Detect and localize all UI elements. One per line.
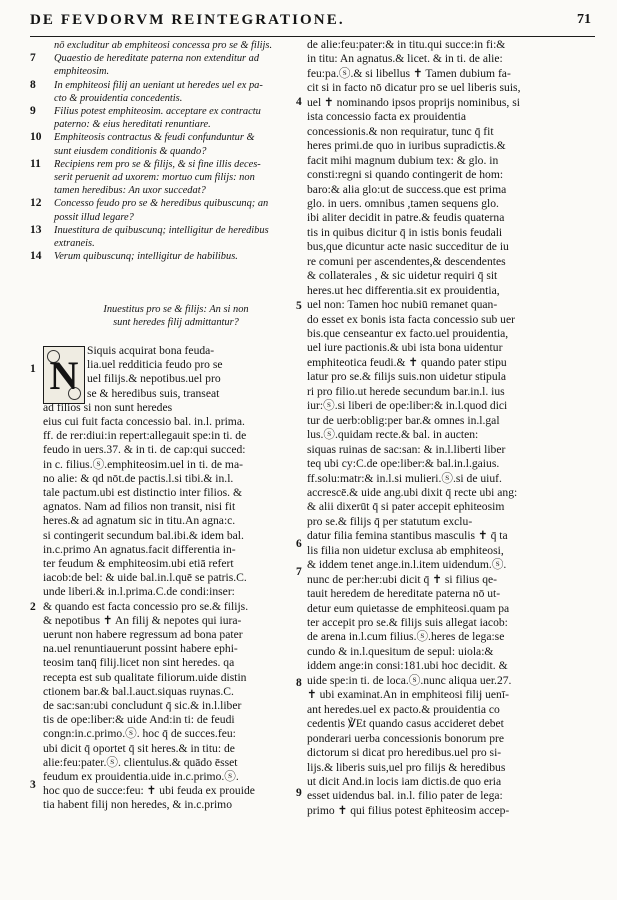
text-line: consti:regni si quando contingerit de hom: [307,168,504,182]
text-line: ant heredes.uel ex pacto.& prouidentia co [307,702,500,716]
text-line: tia habent filij non heredes, & in.c.primo [43,798,232,812]
text-line: ff.solu:matr:& in.l.si mulieri.ⓢ.si de uiuf. [307,471,502,485]
text-line: ponderari uerba concessionis bonorum pre [307,731,505,745]
summary-number: 12 [30,197,42,210]
summary-number: 14 [30,250,42,263]
text-line: unde liberi.& in.l.prima.C.de condi:inser: [43,585,235,599]
summary-number: 7 [30,52,36,65]
summary-item [28,52,300,78]
text-line: bis.que censeantur ex facto.uel prouidentia, [307,327,509,340]
text-line: re comuni per ascendentes,& descendentes [307,254,506,268]
text-line: iacob:de bel: & uide bal.in.l.quē se patris.C. [43,571,247,585]
summary-item [28,250,300,263]
text-line: tis de ope:liber:& uide And:in ti: de feudi [43,713,235,727]
text-line: ubi dicit q̄ oportet q̄ sit heres.& in titu: de [43,741,235,755]
text-line: recepta est sub qualitate filiorum.uide distin [43,670,247,684]
summary-line: In emphiteosi filij an ueniant ut heredes uel ex pa- [54,79,263,91]
summary-number: 13 [30,223,42,236]
summary-number: 11 [30,157,41,170]
text-line: uide spe:in ti. de loca.ⓢ.nunc aliqua uer.27. [307,673,512,687]
text-line: si contingerit secundum bal.ibi.& idem bal. [43,528,244,542]
text-line: de alie:feu:pater:& in titu.qui succe:in fi:& [307,38,506,51]
text-line: ff. de rer:diui:in repert:allegauit spe:in ti. de [43,429,247,443]
margin-number: 3 [30,779,36,791]
running-title: DE FEVDORVM REINTEGRATIONE. [30,12,345,28]
text-line: & quando est facta concessio pro se.& filijs. [43,599,249,613]
text-line: ter feudum & emphiteosim.ubi etiā refert [43,557,234,570]
text-line: in titu: An agnatus.& licet. & in ti. de alie: [307,52,503,66]
text-line: teq ubi cy:C.de ope:liber:& bal.in.l.gaius. [307,457,500,471]
summary-item [28,131,300,157]
text-line: ✝ ubi examinat.An in emphiteosi filij uenī- [307,688,509,702]
summary-line: Recipiens rem pro se & filijs, & si fine illis deces- [54,158,261,170]
text-line: de arena in.l.cum filius.ⓢ.heres de lega:se [307,630,505,644]
decorated-initial [43,346,85,404]
text-line: no alie: & qd nōt.de pactis.l.si tibi.& in.l. [43,471,234,485]
text-line: facit mihi magnum dubium tex: & glo. in [307,153,499,167]
text-line: glo. in uers. omnibus ,tamen sequens glo. [307,196,499,210]
summary-item [28,224,300,250]
summary-item [28,105,300,131]
text-line: bus,que dicuntur acte nasic succeditur de iu [307,240,509,254]
summary-item [28,158,300,198]
text-line: dictorum si dicat pro heredibus.uel pro si- [307,746,502,760]
text-line: tauit heredem de hereditate paterna nō ut- [307,587,501,601]
summary-item [28,39,300,52]
text-line: uel ✝ nominando ipsos proprijs nominibus, si [307,95,520,109]
text-line: ri pro filio.ut herede secundum bar.in.l. ius [307,384,505,398]
text-line: & collaterales , & sic uidetur requiri q̄ sit [307,269,498,283]
summary-number: 9 [30,105,36,118]
text-line: accrescē.& uide ang.ubi dixit q̄ recte ubi ang: [307,485,518,499]
text-line: & iddem tenet ange.in.l.item uidendum.ⓢ. [307,558,507,572]
summary-line: Concesso feudo pro se & heredibus quibuscunq; an [54,198,269,210]
summary-line: Filius potest emphiteosim. acceptare ex contractu [54,106,261,118]
text-line: baro:& alia glo:ut de success.que est prima [307,182,507,196]
margin-number: 4 [296,96,302,108]
margin-number: 7 [296,566,302,578]
text-line: uel filijs.& nepotibus.uel pro [87,372,221,386]
text-line: pro se.& filijs q̄ per statutum exclu- [307,514,473,528]
text-line: siquas ruinas de sac:san: & in.l.liberti liber [307,442,506,456]
section-heading [56,303,296,330]
summary-line: cto & prouidentia concedentis. [54,92,183,104]
margin-number: 5 [296,300,302,312]
text-line: do esset ex bonis ista facta concessio sub uer [307,312,515,326]
running-head [30,10,595,37]
summary-line: extraneis. [54,238,95,250]
margin-number: 6 [296,538,302,550]
text-line: se & heredibus suis, transeat [87,386,220,400]
text-line: ut dicit And.in locis iam dictis.de quo eria [307,774,502,788]
text-line: Siquis acquirat bona feuda- [87,344,215,357]
text-line: uel iure pactionis.& ubi ista bona uidentur [307,341,503,355]
summary-item [28,79,300,105]
summary-line: Verum quibuscunq; intelligitur de habilibus. [54,251,238,263]
text-line: teosim tanq̄ filij.licet non sint heredes. qa [43,656,235,670]
text-line: esset uidendus bal. in.l. filio pater de lega: [307,789,503,803]
summary-line: Inuestitura de quibuscunq; intelligitur de heredibus [54,224,269,236]
text-line: & nepotibus ✝ An filij & nepotes qui iura- [43,613,242,627]
margin-number: 2 [30,601,36,613]
summary-number: 8 [30,78,36,91]
text-line: primo ✝ qui filius potest ēphiteosim accep- [307,803,510,817]
text-line: iur:ⓢ.si liberi de ope:liber:& in.l.quod dici [307,399,508,413]
text-line: heres.ut hec differentia.sit ex prouidentia, [307,283,500,297]
text-line: na.uel renuntiauerunt possint habere ephi- [43,642,238,656]
text-line: lia.uel redditicia feudo pro se [87,358,223,372]
text-line: uel non: Tamen hoc nubiū remanet quan- [307,298,498,312]
summary-line: nō excluditur ab emphiteosi concessa pro se & filijs. [54,40,273,51]
text-line: iddem ange:in consi:181.ubi hoc decidit. & [307,659,508,673]
text-line: in c. filius.ⓢ.emphiteosim.uel in ti. de ma- [43,457,243,471]
text-line: de sac:san:ubi concludunt q̄ sic.& in.l.liber [43,699,242,712]
summary-line: serit peruenit ad uxorem: mortuo cum filijs: non [54,172,255,184]
text-line: detur eum quietasse de emphiteosi.quam pa [307,601,510,615]
page-number: 71 [577,12,591,27]
text-line: feudo in uers.37. & in ti. de cap:qui succed: [43,443,246,457]
text-line: feu:pa.ⓢ.& si libellus ✝ Tamen dubium fa- [307,66,511,80]
text-line: congn:in.c.primo.ⓢ. hoc q̄ de succes.feu: [43,727,236,741]
text-line: tis in quibus dicitur q̄ in istis bonis feudali [307,225,503,239]
text-line: concessionis.& non requiratur, tunc q̄ fit [307,124,494,138]
text-line: ad filios si non sunt heredes [43,400,173,414]
summary-item [28,197,300,223]
text-line: emphiteotica feudi.& ✝ quando pater stipu [307,355,507,369]
summary-line: possit illud legare? [54,211,134,223]
margin-number: 9 [296,787,302,799]
summary-line: paterno: & eius hereditati renuntiare. [54,119,211,131]
summary-line: sunt eiusdem conditionis & quando? [54,145,207,157]
summary-line: tamen heredibus: An uxor succedat? [54,185,206,197]
section-heading-line: sunt heredes filij admittantur? [113,317,239,329]
text-line: cit si in facto nō dicatur pro se uel liberis suis, [307,81,521,95]
margin-number: 8 [296,677,302,689]
summary-line: Quaestio de hereditate paterna non extenditur ad [54,53,260,65]
text-line: tur de uerb:oblig:per bar.& omnes in.l.gal [307,413,500,427]
text-line: cedentis ℣Et quando casus accideret debet [307,717,504,731]
text-line: heres primi.de quo in iuribus supradictis.& [307,139,506,153]
initial-letter: N [49,352,79,398]
text-line: tale pactum.ubi est distinctio inter filios. & [43,486,242,499]
text-line: uerunt non habere regressum ad bona pater [43,628,243,641]
text-line: lis filia non uidetur exclusa ab emphiteosi, [307,543,504,557]
summary-line: emphiteosim. [54,66,110,78]
text-line: lus.ⓢ.quidam recte.& bal. in aucten: [307,428,479,442]
margin-number: 1 [30,363,36,375]
text-line: alie:feu:pater.ⓢ. clientulus.& quādo ēsset [43,755,238,769]
text-line: ctionem bar.& bal.l.auct.siquas ruynas.C. [43,684,234,698]
text-line: eius cui fuit facta concessio bal. in.l. prima. [43,415,245,428]
summary-list [28,39,300,263]
text-line: feudum ex prouidentia.uide in.c.primo.ⓢ. [43,770,239,783]
text-line: hoc quo de succe:feu: ✝ ubi feuda ex prouide [43,784,255,798]
text-line: cundo & in.l.quesitum de sepul: uiola:& [307,644,494,658]
text-line: lijs.& liberis suis,uel pro filijs & heredibus [307,760,506,774]
text-line: ista concessio facta ex prouidentia [307,110,467,124]
text-line: agnatos. Nam ad filios non transit, nisi fit [43,500,236,514]
text-line: heres.& ad agnatum sic in titu.An agna:c. [43,514,236,528]
text-line: & alii dixerūt q̄ si pater accepit ephiteosim [307,500,505,514]
text-line: latur pro se.& filijs suis.non uidetur stipula [307,370,507,384]
summary-line: Emphiteosis contractus & feudi confunduntur & [54,132,255,144]
text-line: ibi aliter decidit in patre.& feudis quaterna [307,211,505,225]
text-line: datur filia femina stantibus masculis ✝ q̄ ta [307,529,508,543]
text-line: nunc de per:her:ubi dicit q̄ ✝ si filius qe- [307,572,498,586]
text-line: ter accepit pro se.& filijs suis allegat iacob: [307,616,508,629]
text-line: in.c.primo An agnatus.facit differentia in- [43,542,236,556]
summary-number: 10 [30,131,42,144]
section-heading-line: Inuestitus pro se & filijs: An si non [103,304,249,315]
